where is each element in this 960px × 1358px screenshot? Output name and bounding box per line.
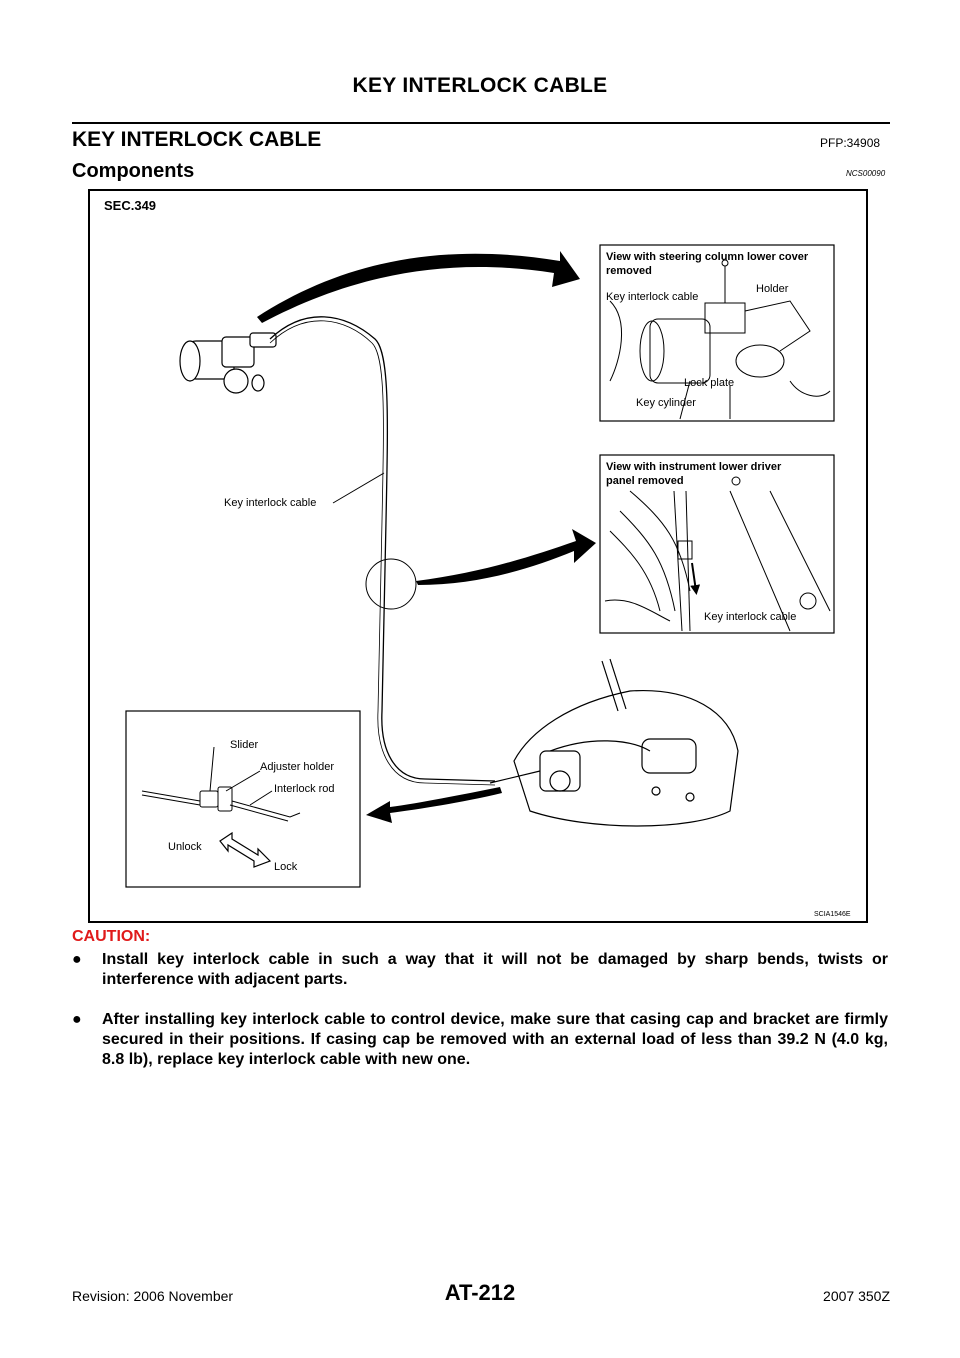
components-figure [88, 189, 868, 923]
caution-heading: CAUTION: [72, 928, 151, 945]
section-title: KEY INTERLOCK CABLE [72, 128, 322, 151]
page-header-title: KEY INTERLOCK CABLE [352, 74, 608, 97]
arrow-to-bottom-inset [366, 787, 502, 823]
label-adjuster-holder: Adjuster holder [260, 761, 334, 773]
subsection-title: Components [72, 160, 195, 182]
key-cylinder-drawing [180, 333, 276, 393]
subsection-code: NCS00090 [846, 169, 886, 178]
label-key-interlock-cable-mid: Key interlock cable [704, 611, 797, 623]
bullet-dot: ● [72, 1011, 82, 1028]
inset-adjuster [126, 711, 360, 887]
section-reference-label: SEC.349 [104, 198, 157, 213]
inset-mid-title-1: View with instrument lower driver [606, 461, 782, 473]
label-key-interlock-cable-top: Key interlock cable [606, 291, 699, 303]
label-interlock-rod: Interlock rod [274, 783, 335, 795]
label-holder: Holder [756, 283, 789, 295]
inset-top-title-2: removed [606, 265, 652, 277]
caution-item-text: Install key interlock cable in such a way that it will not be damaged by sharp bends, twists or interference with adjacent parts. [102, 951, 888, 988]
figure-id: SCIA1546E [814, 911, 851, 918]
arrow-to-mid-inset [416, 529, 596, 585]
caution-item-text: After installing key interlock cable to control device, make sure that casing cap and bracket are firmly secured in their positions. If casing cap be removed with an external load of less than 39.2 N (4.0 kg, 8.8 lb), replace key interlock cable with new one. [102, 1011, 888, 1068]
arrow-to-top-inset [257, 251, 580, 323]
label-unlock: Unlock [168, 841, 202, 853]
cable-detail-circle [366, 559, 416, 609]
label-key-cylinder: Key cylinder [636, 397, 696, 409]
footer-model: 2007 350Z [823, 1288, 890, 1304]
footer-revision: Revision: 2006 November [72, 1288, 234, 1304]
inset-top-title-1: View with steering column lower cover [606, 251, 809, 263]
label-lock-plate: Lock plate [684, 377, 735, 389]
label-lock: Lock [274, 861, 298, 873]
label-key-interlock-cable-main: Key interlock cable [224, 497, 317, 509]
label-slider: Slider [230, 739, 259, 751]
footer-page-number: AT-212 [444, 1280, 516, 1305]
header-rule [72, 122, 890, 124]
section-code: PFP:34908 [820, 136, 881, 150]
inset-mid-title-2: panel removed [606, 475, 684, 487]
components-illustration [90, 191, 866, 921]
control-device-drawing [490, 659, 738, 826]
bullet-dot: ● [72, 951, 82, 968]
